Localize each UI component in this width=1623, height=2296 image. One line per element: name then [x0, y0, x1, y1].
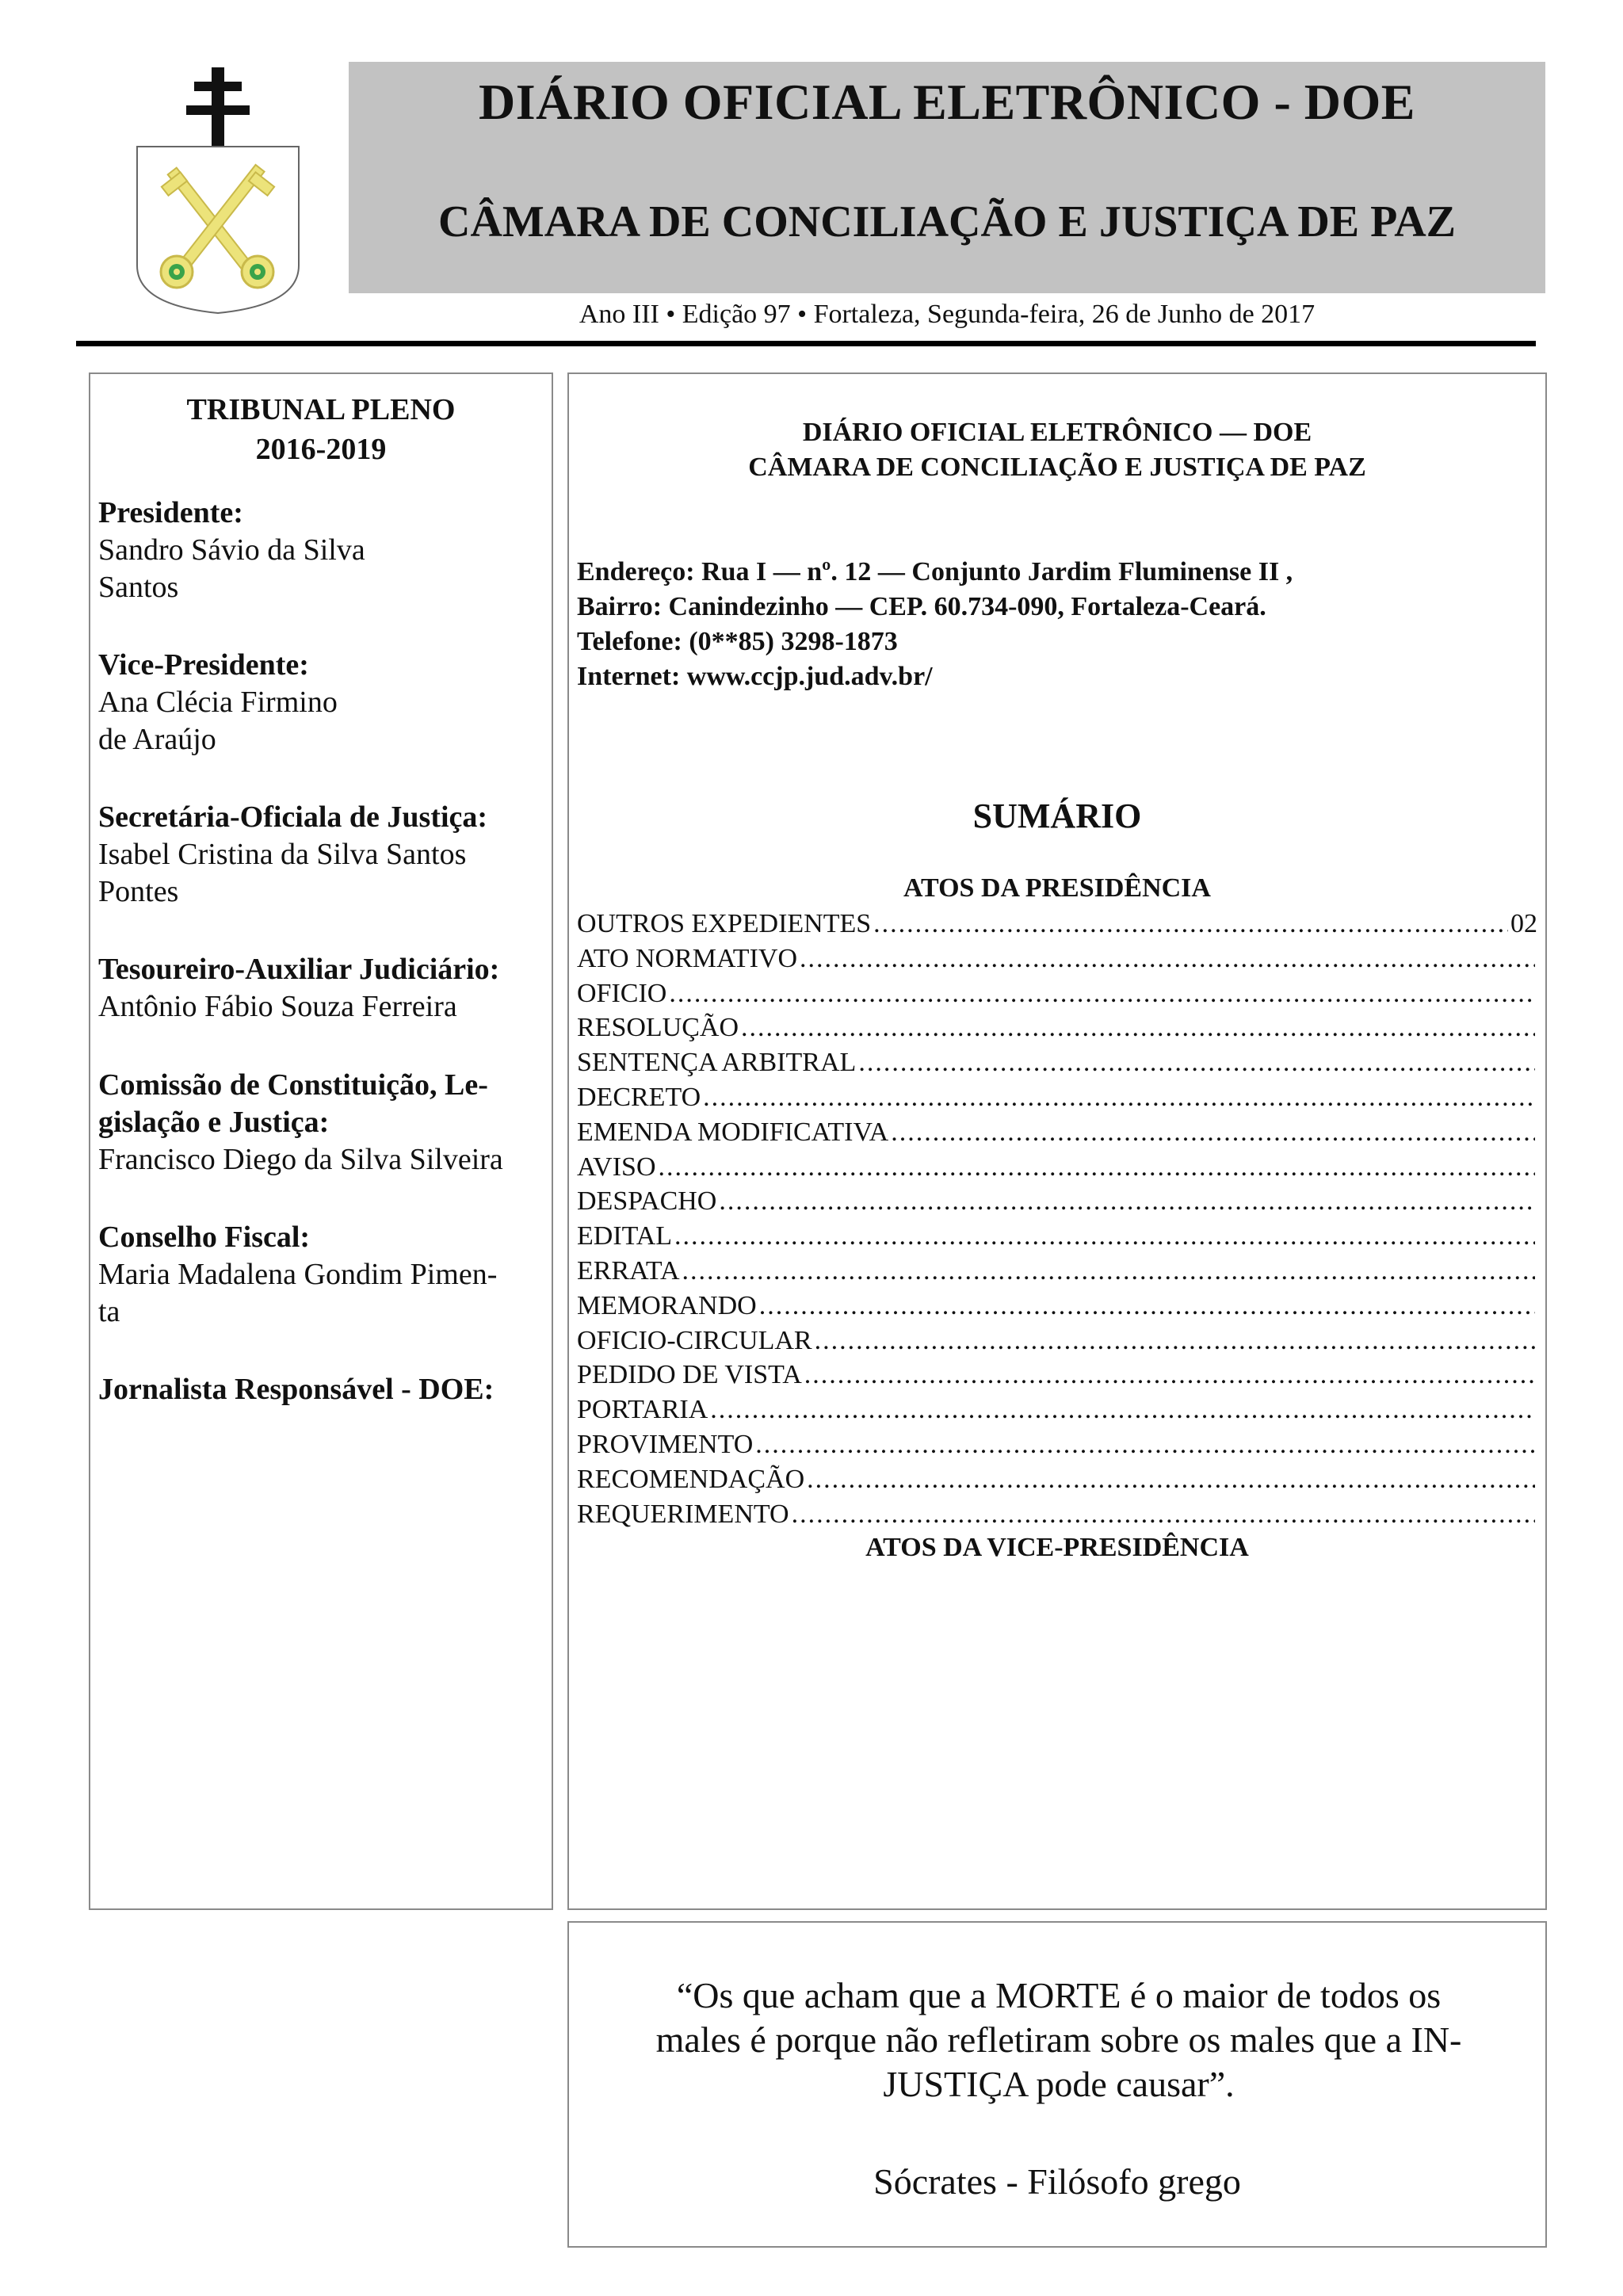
toc-leader-dots — [873, 907, 1508, 942]
doc-subtitle: CÂMARA DE CONCILIAÇÃO E JUSTIÇA DE PAZ — [438, 197, 1456, 246]
toc-leader-dots — [807, 1462, 1535, 1497]
address-line: Endereço: Rua I — nº. 12 — Conjunto Jardim Fluminense II , — [577, 557, 1293, 586]
toc-label: EMENDA MODIFICATIVA — [577, 1117, 889, 1147]
member-vice-president — [98, 647, 550, 758]
toc-leader-dots — [755, 1427, 1535, 1462]
toc-leader-dots — [759, 1289, 1535, 1324]
toc-leader-dots — [858, 1045, 1535, 1080]
member-role: Conselho Fiscal: — [98, 1221, 311, 1254]
toc-label: REQUERIMENTO — [577, 1499, 789, 1529]
toc-label: ATO NORMATIVO — [577, 943, 797, 973]
toc-label: SENTENÇA ARBITRAL — [577, 1048, 857, 1078]
toc-label: OFICIO-CIRCULAR — [577, 1325, 812, 1355]
toc-item[interactable] — [577, 1010, 1537, 1045]
court-members-panel — [89, 372, 553, 1910]
member-fiscal-council — [98, 1219, 550, 1331]
edition-line: Ano III • Edição 97 • Fortaleza, Segunda-feira, 26 de Junho de 2017 — [579, 300, 1316, 329]
court-title — [90, 390, 552, 469]
member-secretary — [98, 799, 550, 911]
inner-title — [569, 415, 1545, 485]
member-journalist — [98, 1371, 550, 1408]
member-name-line: Ana Clécia Firmino — [98, 686, 338, 719]
summary-panel — [567, 372, 1547, 1910]
member-name-line: Isabel Cristina da Silva Santos — [98, 838, 467, 871]
toc-page: 02 — [1510, 909, 1537, 938]
member-treasurer — [98, 951, 550, 1026]
toc-leader-dots — [741, 1010, 1535, 1045]
toc-item[interactable] — [577, 1358, 1537, 1392]
toc-item[interactable] — [577, 907, 1537, 942]
member-role: Vice-Presidente: — [98, 648, 309, 682]
toc-item[interactable] — [577, 1184, 1537, 1219]
address-line: Bairro: Canindezinho — CEP. 60.734-090, Fortaleza-Ceará. — [577, 592, 1266, 621]
toc-item[interactable] — [577, 1427, 1537, 1462]
member-name-line: Santos — [98, 571, 179, 604]
quote-line: “Os que acham que a MORTE é o maior de todos os — [676, 1975, 1442, 2015]
member-role: Jornalista Responsável - DOE: — [98, 1373, 495, 1406]
toc-leader-dots — [891, 1115, 1535, 1150]
toc-item[interactable] — [577, 976, 1537, 1011]
toc-item[interactable] — [577, 1150, 1537, 1185]
member-role: gislação e Justiça: — [98, 1106, 330, 1139]
member-president — [98, 495, 550, 606]
toc-leader-dots — [682, 1254, 1535, 1289]
member-name-line: Antônio Fábio Souza Ferreira — [98, 990, 457, 1023]
member-role: Tesoureiro-Auxiliar Judiciário: — [98, 953, 500, 986]
quote-text — [601, 1973, 1517, 2107]
toc-item[interactable] — [577, 1497, 1537, 1532]
presidency-heading: ATOS DA PRESIDÊNCIA — [903, 873, 1211, 903]
phone-line: Telefone: (0**85) 3298-1873 — [577, 627, 898, 656]
toc-item[interactable] — [577, 942, 1537, 976]
toc-leader-dots — [703, 1080, 1535, 1115]
coat-of-arms-logo — [131, 67, 305, 317]
court-term: 2016-2019 — [255, 433, 387, 466]
vice-presidency-heading: ATOS DA VICE-PRESIDÊNCIA — [865, 1533, 1249, 1562]
header-divider — [76, 341, 1536, 346]
toc-item[interactable] — [577, 1324, 1537, 1358]
toc-leader-dots — [669, 976, 1535, 1011]
toc-item[interactable] — [577, 1115, 1537, 1150]
crossed-keys-icon — [131, 67, 305, 317]
member-role: Secretária-Oficiala de Justiça: — [98, 800, 488, 834]
toc-item[interactable] — [577, 1462, 1537, 1497]
member-name-line: Maria Madalena Gondim Pimen- — [98, 1258, 498, 1291]
toc-leader-dots — [800, 942, 1535, 976]
toc-label: DESPACHO — [577, 1186, 717, 1217]
member-name-line: Francisco Diego da Silva Silveira — [98, 1143, 503, 1176]
toc-leader-dots — [804, 1358, 1535, 1392]
toc-label: ERRATA — [577, 1255, 680, 1286]
toc-leader-dots — [674, 1219, 1535, 1254]
toc-label: AVISO — [577, 1152, 656, 1182]
toc-label: RESOLUÇÃO — [577, 1013, 739, 1043]
court-title-line1: TRIBUNAL PLENO — [186, 393, 456, 426]
member-name-line: de Araújo — [98, 723, 216, 756]
summary-title: SUMÁRIO — [972, 797, 1142, 835]
toc-item[interactable] — [577, 1080, 1537, 1115]
toc-item[interactable] — [577, 1045, 1537, 1080]
toc-label: RECOMENDAÇÃO — [577, 1464, 805, 1494]
inner-title-line1: DIÁRIO OFICIAL ELETRÔNICO — DOE — [802, 418, 1312, 447]
quote-author: Sócrates - Filósofo grego — [873, 2161, 1241, 2202]
toc-label: PEDIDO DE VISTA — [577, 1360, 802, 1390]
toc-leader-dots — [719, 1184, 1535, 1219]
table-of-contents — [577, 907, 1537, 1531]
toc-label: EDITAL — [577, 1221, 673, 1251]
toc-leader-dots — [710, 1392, 1535, 1427]
quote-line: JUSTIÇA pode causar”. — [883, 2064, 1235, 2104]
toc-label: PROVIMENTO — [577, 1429, 754, 1459]
toc-label: DECRETO — [577, 1082, 701, 1112]
quote-box — [567, 1921, 1547, 2248]
quote-line: males é porque não refletiram sobre os males que a IN- — [655, 2019, 1462, 2060]
toc-label: OFICIO — [577, 978, 667, 1008]
toc-leader-dots — [792, 1497, 1535, 1532]
toc-label: MEMORANDO — [577, 1290, 757, 1320]
toc-item[interactable] — [577, 1289, 1537, 1324]
inner-title-line2: CÂMARA DE CONCILIAÇÃO E JUSTIÇA DE PAZ — [748, 453, 1366, 482]
doc-title: DIÁRIO OFICIAL ELETRÔNICO - DOE — [479, 74, 1415, 130]
website-line: Internet: www.ccjp.jud.adv.br/ — [577, 662, 933, 691]
toc-item[interactable] — [577, 1219, 1537, 1254]
member-name-line: Pontes — [98, 875, 179, 908]
member-commission — [98, 1067, 550, 1179]
toc-item[interactable] — [577, 1392, 1537, 1427]
contact-block — [577, 555, 1536, 694]
toc-leader-dots — [815, 1324, 1535, 1358]
toc-label: PORTARIA — [577, 1395, 708, 1425]
toc-item[interactable] — [577, 1254, 1537, 1289]
toc-label: OUTROS EXPEDIENTES — [577, 909, 872, 938]
member-name-line: Sandro Sávio da Silva — [98, 533, 365, 567]
toc-leader-dots — [659, 1150, 1535, 1185]
member-role: Presidente: — [98, 496, 243, 529]
member-name-line: ta — [98, 1295, 120, 1328]
member-role: Comissão de Constituição, Le- — [98, 1068, 488, 1102]
